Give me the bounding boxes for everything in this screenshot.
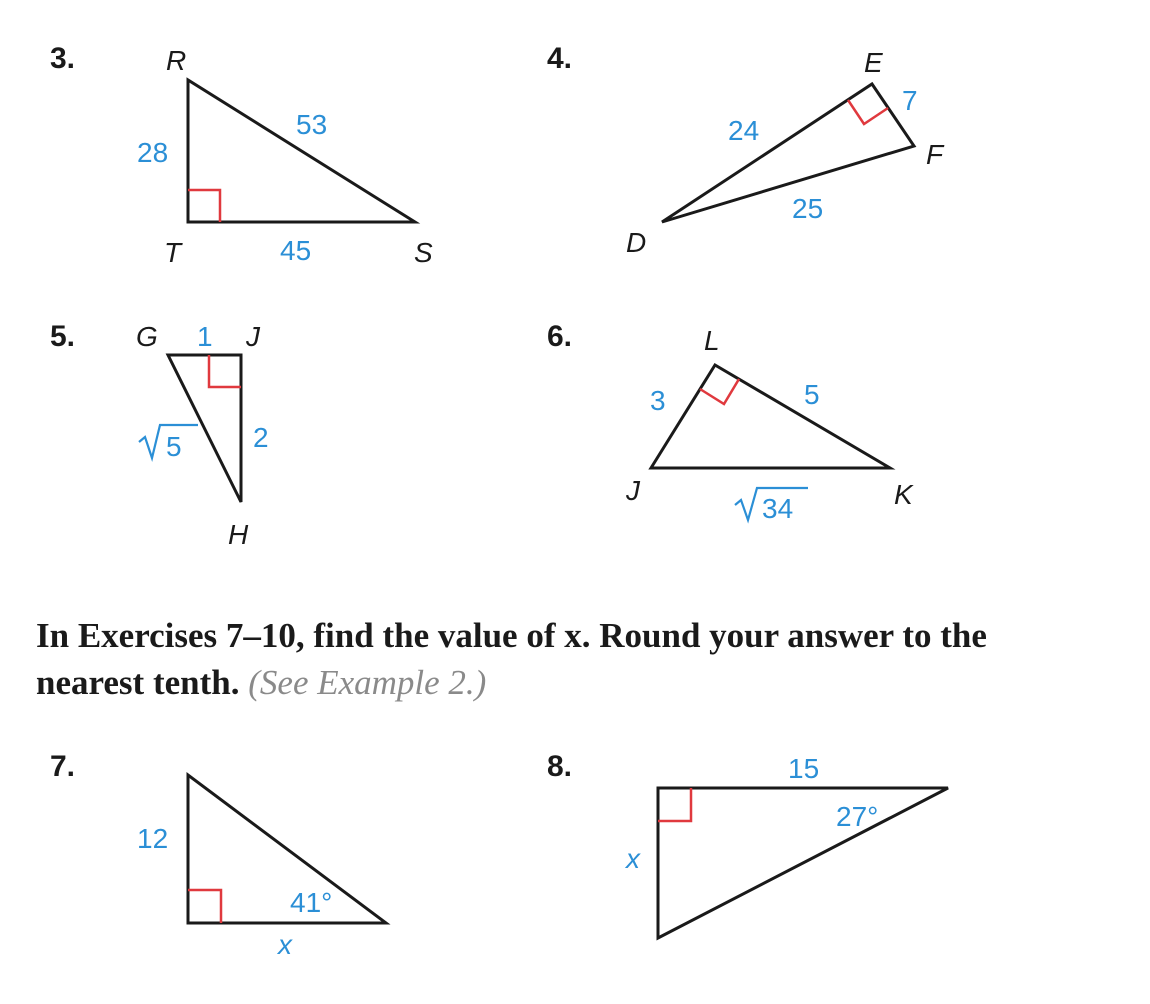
vertex-h: H [228, 519, 249, 550]
exercise-number: 5. [50, 320, 76, 353]
angle-measure: 41° [290, 887, 333, 918]
exercise-8 [547, 750, 948, 938]
exercise-number: 4. [547, 42, 573, 75]
vertex-d: D [626, 227, 647, 258]
right-angle-marker [658, 788, 691, 821]
vertex-j: J [246, 321, 260, 352]
side-ef-length: 7 [902, 85, 918, 116]
side-de-length: 24 [728, 115, 760, 146]
vertex-f: F [926, 139, 944, 170]
side-jh-length: 2 [253, 422, 269, 453]
right-angle-marker [188, 890, 221, 923]
top-side-length: 15 [788, 753, 820, 784]
triangle-gjh [168, 355, 241, 502]
exercise-instructions [36, 612, 996, 706]
vertex-j: J [626, 475, 640, 506]
leg-length: 12 [137, 823, 169, 854]
unknown-x: x [626, 843, 640, 874]
exercise-number: 7. [50, 750, 76, 783]
side-gh-length: 5 [166, 431, 182, 462]
right-angle-marker [848, 100, 888, 124]
unknown-x: x [278, 929, 292, 960]
exercise-7 [50, 750, 386, 960]
right-angle-marker [188, 190, 220, 222]
triangle-ljk [651, 365, 890, 468]
side-rt-length: 28 [137, 137, 169, 168]
side-jk-length: 34 [762, 493, 794, 524]
vertex-l: L [704, 325, 720, 356]
exercise-number: 6. [547, 320, 573, 353]
side-rs-length: 53 [296, 109, 328, 140]
exercise-5 [50, 320, 269, 550]
exercise-number: 3. [50, 42, 76, 75]
right-angle-marker [209, 355, 241, 387]
vertex-s: S [414, 237, 433, 268]
exercise-6 [547, 320, 914, 524]
side-df-length: 25 [792, 193, 824, 224]
vertex-k: K [894, 479, 913, 510]
side-jl-length: 3 [650, 385, 666, 416]
triangle-7 [188, 775, 386, 923]
triangle-rts [188, 80, 415, 222]
side-ts-length: 45 [280, 235, 312, 266]
exercise-3 [50, 42, 433, 268]
side-lk-length: 5 [804, 379, 820, 410]
example-reference: (See Example 2.) [248, 663, 487, 702]
vertex-t: T [164, 237, 182, 268]
angle-measure: 27° [836, 801, 879, 832]
triangle-8 [658, 788, 948, 938]
exercise-4 [547, 42, 945, 258]
right-angle-marker [700, 379, 739, 404]
triangle-def [662, 84, 914, 222]
side-gj-length: 1 [197, 321, 213, 352]
instructions-text: In Exercises 7–10, find the value of x. Round your answer to the nearest tenth. [36, 616, 987, 702]
vertex-r: R [166, 45, 187, 76]
vertex-e: E [864, 47, 883, 78]
vertex-g: G [136, 321, 158, 352]
exercise-number: 8. [547, 750, 573, 783]
